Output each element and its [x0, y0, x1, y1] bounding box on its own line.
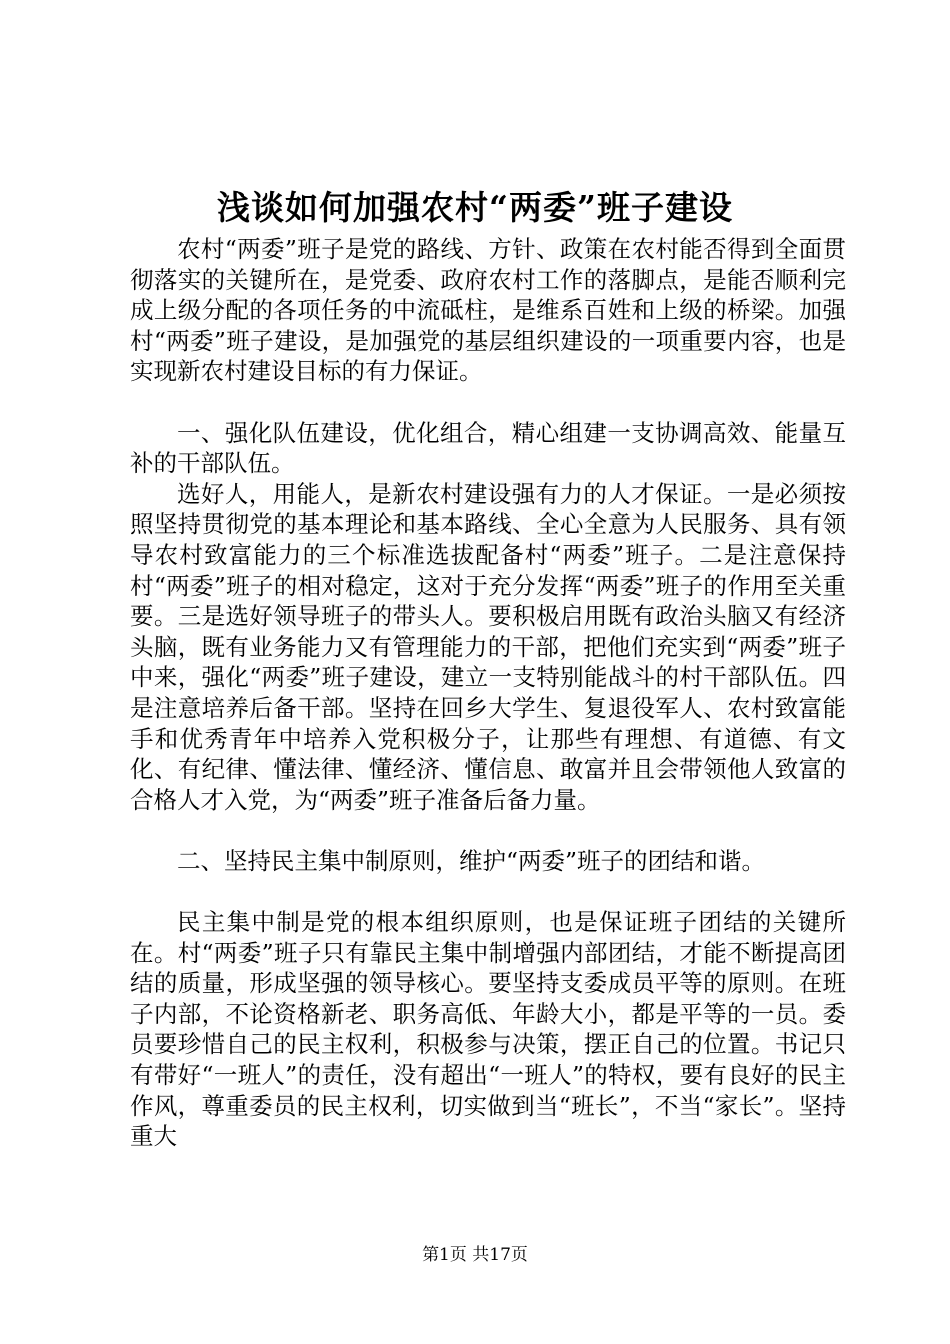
section-heading-2: 二、坚持民主集中制原则，维护“两委”班子的团结和谐。 [177, 846, 766, 875]
document-title: 浅谈如何加强农村“两委”班子建设 [217, 188, 733, 227]
page-number-footer: 第1页 共17页 [422, 1245, 528, 1265]
paragraph-spacer [130, 387, 846, 418]
paragraph-spacer [130, 876, 846, 907]
document-body [130, 234, 846, 1152]
paragraph-section-1: 选好人，用能人，是新农村建设强有力的人才保证。一是必须按照坚持贯彻党的基本理论和基本路线、全心全意为人民服务、具有领导农村致富能力的三个标准选拔配备村“两委”班子。二是注意保持村“两委”班子的相对稳定，这对于充分发挥“两委”班子的作用至关重要。三是选好领导班子的带头人。要积极启用既有政治头脑又有经济头脑，既有业务能力又有管理能力的干部，把他们充实到“两委”班子中来，强化“两委”班子建设，建立一支特别能战斗的村干部队伍。四是注意培养后备干部。坚持在回乡大学生、复退役军人、农村致富能手和优秀青年中培养入党积极分子，让那些有理想、有道德、有文化、有纪律、懂法律、懂经济、懂信息、敢富并且会带领他人致富的合格人才入党，为“两委”班子准备后备力量。 [130, 479, 846, 814]
paragraph-intro: 农村“两委”班子是党的路线、方针、政策在农村能否得到全面贯彻落实的关键所在，是党委、政府农村工作的落脚点，是能否顺利完成上级分配的各项任务的中流砥柱，是维系百姓和上级的桥梁。加强村“两委”班子建设，是加强党的基层组织建设的一项重要内容，也是实现新农村建设目标的有力保证。 [130, 235, 846, 386]
paragraph-spacer [130, 815, 846, 846]
paragraph-section-2: 民主集中制是党的根本组织原则，也是保证班子团结的关键所在。村“两委”班子只有靠民主集中制增强内部团结，才能不断提高团结的质量，形成坚强的领导核心。要坚持支委成员平等的原则。在班子内部，不论资格新老、职务高低、年龄大小，都是平等的一员。委员要珍惜自己的民主权利，积极参与决策，摆正自己的位置。书记只有带好“一班人”的责任，没有超出“一班人”的特权，要有良好的民主作风，尊重委员的民主权利，切实做到当“班长”，不当“家长”。坚持重大 [130, 908, 846, 1151]
section-heading-1: 一、强化队伍建设，优化组合，精心组建一支协调高效、能量互补的干部队伍。 [130, 418, 846, 478]
